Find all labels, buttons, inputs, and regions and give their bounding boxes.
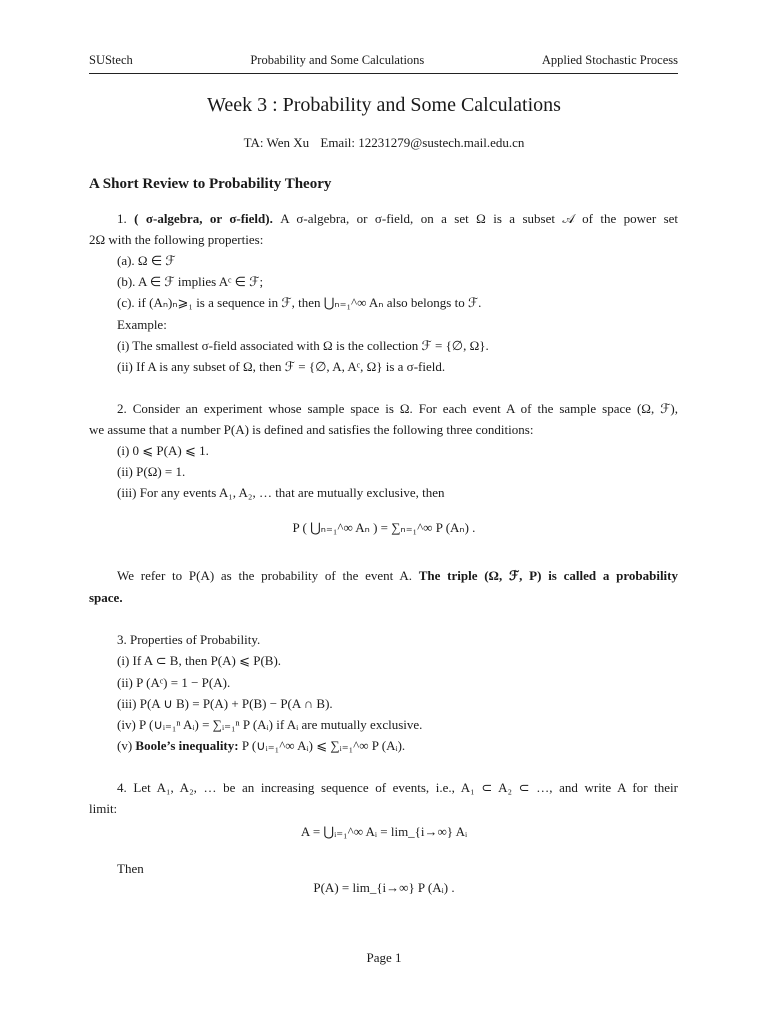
refer-text: We refer to P(A) as the probability of the event A. — [117, 568, 412, 583]
boole-rest: P (∪ᵢ₌₁^∞ Aᵢ) ⩽ ∑ᵢ₌₁^∞ P (Aᵢ). — [241, 738, 406, 753]
running-header — [89, 53, 678, 71]
header-center: Probability and Some Calculations — [250, 53, 425, 67]
refer-line2 — [89, 590, 678, 606]
item2-text-1: 2. Consider an experiment whose sample space is Ω. For each event A of the sample space (Ω, ℱ), — [117, 401, 678, 416]
item2-line1 — [89, 401, 678, 417]
item4-line2: limit: — [89, 801, 118, 816]
item3-prop-2: (ii) P (Aᶜ) = 1 − P(A). — [117, 675, 231, 690]
item3-heading: 3. Properties of Probability. — [117, 632, 261, 647]
header-right: Applied Stochastic Process — [541, 53, 678, 67]
refer-space: space. — [89, 590, 123, 605]
item1-heading: ( σ-algebra, or σ-field). — [134, 211, 273, 226]
item1-number: 1. — [117, 211, 127, 226]
example-2: (ii) If A is any subset of Ω, then ℱ = {∅, A, Aᶜ, Ω} is a σ-field. — [117, 359, 446, 374]
equation-limit-union: A = ⋃ᵢ₌₁^∞ Aᵢ = lim_{i→∞} Aᵢ — [300, 824, 468, 839]
boole-label: (v) — [117, 738, 133, 753]
item1-text: A σ-algebra, or σ-field, on a set Ω is a subset 𝒜 of the power set — [280, 211, 679, 226]
item4-line1 — [89, 780, 678, 796]
example-1: (i) The smallest σ-field associated with Ω is the collection ℱ = {∅, Ω}. — [117, 338, 489, 353]
item2-cond-1: (i) 0 ⩽ P(A) ⩽ 1. — [117, 443, 209, 458]
equation-countable-additivity: P ( ⋃ₙ₌₁^∞ Aₙ ) = ∑ₙ₌₁^∞ P (Aₙ) . — [292, 520, 476, 535]
item1-prop-c: (c). if (Aₙ)ₙ⩾₁ is a sequence in ℱ, then ⋃ₙ₌₁^∞ Aₙ also belongs to ℱ. — [117, 295, 482, 310]
item4-text-1: 4. Let A₁, A₂, … be an increasing sequence of events, i.e., A₁ ⊂ A₂ ⊂ …, and write A for their — [117, 780, 678, 795]
item2-cond-2: (ii) P(Ω) = 1. — [117, 464, 186, 479]
example-label: Example: — [117, 317, 167, 332]
ta-email: Email: 12231279@sustech.mail.edu.cn — [320, 135, 525, 150]
section-heading: A Short Review to Probability Theory — [89, 176, 332, 192]
refer-bold: The triple (Ω, ℱ, P) is called a probability — [418, 568, 678, 583]
ta-name: TA: Wen Xu — [243, 135, 310, 150]
header-rule — [89, 73, 678, 74]
item1-prop-b: (b). A ∈ ℱ implies Aᶜ ∈ ℱ; — [117, 274, 264, 289]
item2-line2: we assume that a number P(A) is defined and satisfies the following three conditions: — [89, 422, 534, 437]
item3-prop-3: (iii) P(A ∪ B) = P(A) + P(B) − P(A ∩ B). — [117, 696, 333, 711]
page-number: Page 1 — [366, 950, 402, 965]
boole-bold: Boole’s inequality: — [135, 738, 239, 753]
item1-line1 — [89, 211, 678, 227]
item4-then: Then — [117, 861, 144, 876]
item2-refer-line — [89, 568, 678, 584]
item3-prop-1: (i) If A ⊂ B, then P(A) ⩽ P(B). — [117, 653, 282, 668]
author-line — [0, 135, 768, 151]
page-title: Week 3 : Probability and Some Calculations — [207, 94, 561, 116]
item1-prop-a: (a). Ω ∈ ℱ — [117, 253, 176, 268]
header-left: SUStech — [89, 53, 133, 67]
item3-prop-4: (iv) P (∪ᵢ₌₁ⁿ Aᵢ) = ∑ᵢ₌₁ⁿ P (Aᵢ) if Aᵢ are mutually exclusive. — [117, 717, 423, 732]
item3-prop-5 — [117, 738, 706, 754]
item1-line2: 2Ω with the following properties: — [89, 232, 264, 247]
item2-cond-3: (iii) For any events A₁, A₂, … that are mutually exclusive, then — [117, 485, 445, 500]
equation-continuity: P(A) = lim_{i→∞} P (Aᵢ) . — [313, 880, 455, 895]
